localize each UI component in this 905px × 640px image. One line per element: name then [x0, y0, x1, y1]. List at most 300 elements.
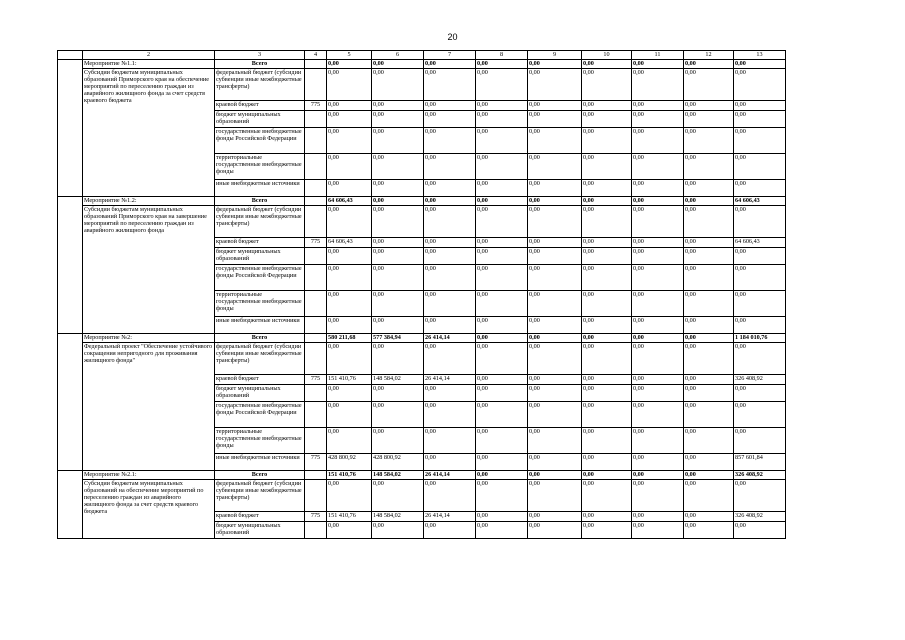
funding-source: бюджет муниципальных образований [215, 522, 305, 539]
value-cell: 0,00 [424, 69, 476, 101]
header-cell: 7 [424, 51, 476, 60]
value-cell: 0,00 [476, 154, 528, 180]
value-cell: 0,00 [476, 480, 528, 512]
value-cell: 0,00 [632, 454, 684, 471]
code-cell [305, 60, 327, 69]
value-cell: 0,00 [528, 265, 582, 291]
funding-source: бюджет муниципальных образований [215, 111, 305, 128]
value-cell: 0,00 [684, 60, 734, 69]
header-cell: 11 [632, 51, 684, 60]
value-cell: 151 410,76 [327, 512, 372, 522]
value-cell: 0,00 [528, 454, 582, 471]
value-cell: 0,00 [372, 480, 424, 512]
funding-source: Всего [215, 197, 305, 206]
value-cell: 0,00 [372, 69, 424, 101]
value-cell: 0,00 [684, 291, 734, 317]
budget-table [57, 50, 786, 539]
value-cell: 0,00 [528, 385, 582, 402]
value-cell: 0,00 [372, 238, 424, 248]
value-cell: 0,00 [684, 343, 734, 375]
table-row [58, 334, 786, 343]
value-cell: 0,00 [327, 265, 372, 291]
value-cell: 0,00 [734, 154, 786, 180]
funding-source: иные внебюджетные источники [215, 317, 305, 334]
header-cell: 8 [476, 51, 528, 60]
code-cell [305, 248, 327, 265]
value-cell: 0,00 [528, 154, 582, 180]
value-cell: 0,00 [327, 343, 372, 375]
value-cell: 428 800,92 [327, 454, 372, 471]
value-cell: 0,00 [632, 265, 684, 291]
value-cell: 0,00 [372, 197, 424, 206]
code-cell [305, 180, 327, 197]
value-cell: 428 800,92 [372, 454, 424, 471]
code-cell [305, 128, 327, 154]
code-cell [305, 385, 327, 402]
activity-description: Федеральный проект "Обеспечение устойчивого сокращения непригодного для проживания жилищного фонда" [83, 343, 215, 471]
value-cell: 0,00 [734, 128, 786, 154]
value-cell: 0,00 [372, 154, 424, 180]
value-cell: 0,00 [528, 402, 582, 428]
value-cell: 0,00 [476, 128, 528, 154]
value-cell: 0,00 [684, 428, 734, 454]
value-cell: 148 584,02 [372, 375, 424, 385]
value-cell: 0,00 [582, 265, 632, 291]
table-row [58, 206, 786, 238]
table-row [58, 480, 786, 512]
value-cell: 0,00 [582, 334, 632, 343]
value-cell: 0,00 [476, 180, 528, 197]
value-cell: 0,00 [372, 522, 424, 539]
value-cell: 148 584,02 [372, 512, 424, 522]
value-cell: 0,00 [734, 265, 786, 291]
value-cell: 64 606,43 [327, 238, 372, 248]
value-cell: 0,00 [476, 248, 528, 265]
funding-source: краевой бюджет [215, 375, 305, 385]
page-number: 20 [447, 32, 458, 42]
code-cell [305, 428, 327, 454]
value-cell: 0,00 [632, 111, 684, 128]
value-cell: 0,00 [476, 101, 528, 111]
funding-source: государственные внебюджетные фонды Российской Федерации [215, 402, 305, 428]
value-cell: 0,00 [476, 454, 528, 471]
value-cell: 0,00 [528, 111, 582, 128]
value-cell: 0,00 [476, 111, 528, 128]
value-cell: 0,00 [684, 471, 734, 480]
value-cell: 0,00 [372, 265, 424, 291]
value-cell: 151 410,76 [327, 471, 372, 480]
value-cell: 0,00 [327, 60, 372, 69]
value-cell: 0,00 [734, 385, 786, 402]
header-cell: 4 [305, 51, 327, 60]
header-cell: 10 [582, 51, 632, 60]
value-cell: 0,00 [632, 385, 684, 402]
funding-source: территориальные государственные внебюджетные фонды [215, 291, 305, 317]
value-cell: 0,00 [372, 317, 424, 334]
value-cell: 0,00 [424, 428, 476, 454]
code-cell: 775 [305, 101, 327, 111]
value-cell: 0,00 [424, 454, 476, 471]
value-cell: 0,00 [476, 238, 528, 248]
value-cell: 0,00 [582, 238, 632, 248]
value-cell: 0,00 [684, 402, 734, 428]
value-cell: 0,00 [372, 206, 424, 238]
value-cell: 0,00 [528, 428, 582, 454]
header-cell: 3 [215, 51, 305, 60]
code-cell [305, 69, 327, 101]
value-cell: 0,00 [424, 343, 476, 375]
value-cell: 0,00 [632, 375, 684, 385]
value-cell: 0,00 [528, 101, 582, 111]
funding-source: бюджет муниципальных образований [215, 248, 305, 265]
value-cell: 0,00 [582, 428, 632, 454]
value-cell: 0,00 [632, 480, 684, 512]
funding-source: бюджет муниципальных образований [215, 385, 305, 402]
value-cell: 0,00 [684, 454, 734, 471]
value-cell: 0,00 [528, 69, 582, 101]
value-cell: 0,00 [327, 480, 372, 512]
value-cell: 0,00 [327, 522, 372, 539]
code-cell: 775 [305, 512, 327, 522]
value-cell: 0,00 [582, 522, 632, 539]
index-cell [58, 197, 83, 334]
value-cell: 0,00 [684, 238, 734, 248]
value-cell: 0,00 [684, 206, 734, 238]
value-cell: 0,00 [582, 454, 632, 471]
value-cell: 0,00 [424, 60, 476, 69]
value-cell: 0,00 [528, 238, 582, 248]
funding-source: Всего [215, 60, 305, 69]
value-cell: 148 584,02 [372, 471, 424, 480]
header-row [58, 51, 786, 60]
value-cell: 0,00 [632, 128, 684, 154]
value-cell: 0,00 [632, 317, 684, 334]
table-row [58, 69, 786, 101]
value-cell: 0,00 [327, 402, 372, 428]
table-row [58, 471, 786, 480]
value-cell: 0,00 [734, 180, 786, 197]
value-cell: 0,00 [582, 317, 632, 334]
value-cell: 0,00 [734, 206, 786, 238]
value-cell: 0,00 [476, 291, 528, 317]
value-cell: 0,00 [632, 471, 684, 480]
code-cell [305, 402, 327, 428]
activity-description: Субсидии бюджетам муниципальных образований Приморского края на обеспечение мероприятий по переселению граждан из аварийного жилищного фонда за счет средств краевого бюджета [83, 69, 215, 197]
value-cell: 0,00 [476, 375, 528, 385]
code-cell: 775 [305, 375, 327, 385]
code-cell [305, 471, 327, 480]
activity-title: Мероприятие №1.1: [83, 60, 215, 69]
index-cell [58, 471, 83, 539]
value-cell: 0,00 [528, 317, 582, 334]
code-cell [305, 197, 327, 206]
value-cell: 0,00 [734, 248, 786, 265]
header-cell: 13 [734, 51, 786, 60]
value-cell: 0,00 [632, 206, 684, 238]
index-cell [58, 334, 83, 471]
value-cell: 0,00 [582, 128, 632, 154]
value-cell: 26 414,14 [424, 471, 476, 480]
value-cell: 0,00 [632, 334, 684, 343]
code-cell [305, 265, 327, 291]
value-cell: 0,00 [582, 291, 632, 317]
value-cell: 0,00 [424, 317, 476, 334]
value-cell: 0,00 [372, 428, 424, 454]
value-cell: 0,00 [424, 248, 476, 265]
code-cell [305, 111, 327, 128]
value-cell: 0,00 [327, 428, 372, 454]
value-cell: 0,00 [528, 334, 582, 343]
funding-source: территориальные государственные внебюджетные фонды [215, 154, 305, 180]
value-cell: 0,00 [327, 111, 372, 128]
value-cell: 0,00 [582, 343, 632, 375]
value-cell: 0,00 [528, 522, 582, 539]
value-cell: 0,00 [582, 111, 632, 128]
value-cell: 0,00 [684, 265, 734, 291]
code-cell [305, 317, 327, 334]
funding-source: государственные внебюджетные фонды Российской Федерации [215, 265, 305, 291]
value-cell: 0,00 [632, 238, 684, 248]
value-cell: 0,00 [734, 101, 786, 111]
value-cell: 0,00 [528, 480, 582, 512]
value-cell: 26 414,14 [424, 334, 476, 343]
value-cell: 0,00 [476, 471, 528, 480]
value-cell: 0,00 [476, 317, 528, 334]
activity-title: Мероприятие №2.1: [83, 471, 215, 480]
value-cell: 580 211,68 [327, 334, 372, 343]
table-row [58, 197, 786, 206]
value-cell: 0,00 [632, 512, 684, 522]
code-cell: 775 [305, 238, 327, 248]
value-cell: 0,00 [424, 291, 476, 317]
code-cell [305, 334, 327, 343]
value-cell: 0,00 [734, 317, 786, 334]
value-cell: 0,00 [528, 197, 582, 206]
table-row [58, 60, 786, 69]
value-cell: 0,00 [424, 154, 476, 180]
value-cell: 0,00 [632, 428, 684, 454]
value-cell: 0,00 [684, 317, 734, 334]
value-cell: 0,00 [632, 522, 684, 539]
value-cell: 0,00 [684, 334, 734, 343]
value-cell: 0,00 [582, 248, 632, 265]
value-cell: 0,00 [582, 375, 632, 385]
index-cell [58, 60, 83, 197]
value-cell: 0,00 [327, 69, 372, 101]
funding-source: федеральный бюджет (субсидии субвенции иные межбюджетные трансферты) [215, 343, 305, 375]
value-cell: 0,00 [684, 111, 734, 128]
value-cell: 0,00 [476, 197, 528, 206]
value-cell: 0,00 [632, 248, 684, 265]
value-cell: 0,00 [372, 111, 424, 128]
code-cell [305, 343, 327, 375]
value-cell: 0,00 [582, 180, 632, 197]
value-cell: 0,00 [476, 69, 528, 101]
value-cell: 0,00 [632, 197, 684, 206]
funding-source: иные внебюджетные источники [215, 454, 305, 471]
value-cell: 0,00 [424, 180, 476, 197]
value-cell: 0,00 [632, 402, 684, 428]
value-cell: 0,00 [582, 197, 632, 206]
value-cell: 0,00 [327, 248, 372, 265]
value-cell: 0,00 [424, 402, 476, 428]
value-cell: 0,00 [632, 291, 684, 317]
activity-description: Субсидии бюджетам муниципальных образований Приморского края на завершение мероприятий по переселению граждан из аварийного жилищного фонда [83, 206, 215, 334]
value-cell: 0,00 [684, 154, 734, 180]
value-cell: 0,00 [372, 248, 424, 265]
value-cell: 0,00 [734, 522, 786, 539]
value-cell: 0,00 [327, 291, 372, 317]
value-cell: 0,00 [582, 154, 632, 180]
value-cell: 0,00 [684, 512, 734, 522]
value-cell: 0,00 [632, 154, 684, 180]
value-cell: 0,00 [476, 60, 528, 69]
value-cell: 0,00 [684, 248, 734, 265]
value-cell: 0,00 [632, 343, 684, 375]
code-cell [305, 522, 327, 539]
value-cell: 0,00 [327, 154, 372, 180]
value-cell: 0,00 [372, 180, 424, 197]
value-cell: 0,00 [632, 101, 684, 111]
code-cell [305, 154, 327, 180]
value-cell: 0,00 [582, 471, 632, 480]
value-cell: 0,00 [424, 101, 476, 111]
value-cell: 0,00 [734, 480, 786, 512]
value-cell: 1 184 010,76 [734, 334, 786, 343]
value-cell: 0,00 [582, 512, 632, 522]
value-cell: 0,00 [327, 180, 372, 197]
value-cell: 0,00 [582, 480, 632, 512]
header-cell: 5 [327, 51, 372, 60]
value-cell: 0,00 [424, 128, 476, 154]
value-cell: 0,00 [372, 343, 424, 375]
funding-source: краевой бюджет [215, 512, 305, 522]
value-cell: 0,00 [476, 402, 528, 428]
value-cell: 0,00 [476, 428, 528, 454]
value-cell: 857 601,84 [734, 454, 786, 471]
code-cell [305, 206, 327, 238]
funding-source: краевой бюджет [215, 101, 305, 111]
value-cell: 0,00 [372, 291, 424, 317]
value-cell: 0,00 [582, 60, 632, 69]
value-cell: 0,00 [582, 101, 632, 111]
value-cell: 0,00 [476, 512, 528, 522]
value-cell: 64 606,43 [734, 238, 786, 248]
value-cell: 0,00 [327, 128, 372, 154]
funding-source: Всего [215, 334, 305, 343]
table-row [58, 343, 786, 375]
header-cell: 6 [372, 51, 424, 60]
value-cell: 326 408,92 [734, 512, 786, 522]
value-cell: 0,00 [327, 206, 372, 238]
value-cell: 0,00 [684, 180, 734, 197]
value-cell: 0,00 [734, 60, 786, 69]
value-cell: 0,00 [327, 317, 372, 334]
value-cell: 0,00 [582, 402, 632, 428]
activity-title: Мероприятие №2: [83, 334, 215, 343]
value-cell: 0,00 [684, 375, 734, 385]
value-cell: 0,00 [684, 480, 734, 512]
value-cell: 0,00 [684, 101, 734, 111]
value-cell: 0,00 [476, 343, 528, 375]
value-cell: 0,00 [528, 180, 582, 197]
value-cell: 64 606,43 [327, 197, 372, 206]
value-cell: 0,00 [684, 522, 734, 539]
value-cell: 0,00 [684, 128, 734, 154]
value-cell: 0,00 [684, 197, 734, 206]
value-cell: 26 414,14 [424, 375, 476, 385]
value-cell: 0,00 [684, 69, 734, 101]
value-cell: 0,00 [424, 522, 476, 539]
code-cell [305, 291, 327, 317]
value-cell: 0,00 [582, 69, 632, 101]
value-cell: 0,00 [424, 197, 476, 206]
value-cell: 0,00 [372, 128, 424, 154]
header-cell [58, 51, 83, 60]
value-cell: 0,00 [528, 128, 582, 154]
header-cell: 2 [83, 51, 215, 60]
value-cell: 0,00 [734, 111, 786, 128]
value-cell: 0,00 [327, 385, 372, 402]
value-cell: 0,00 [684, 385, 734, 402]
value-cell: 0,00 [424, 111, 476, 128]
value-cell: 26 414,14 [424, 512, 476, 522]
value-cell: 326 408,92 [734, 471, 786, 480]
value-cell: 0,00 [528, 248, 582, 265]
header-cell: 12 [684, 51, 734, 60]
value-cell: 0,00 [476, 334, 528, 343]
value-cell: 0,00 [632, 60, 684, 69]
funding-source: федеральный бюджет (субсидии субвенции иные межбюджетные трансферты) [215, 206, 305, 238]
value-cell: 0,00 [734, 69, 786, 101]
value-cell: 0,00 [476, 206, 528, 238]
value-cell: 0,00 [372, 402, 424, 428]
value-cell: 0,00 [582, 206, 632, 238]
value-cell: 0,00 [528, 206, 582, 238]
value-cell: 151 410,76 [327, 375, 372, 385]
header-cell: 9 [528, 51, 582, 60]
value-cell: 0,00 [424, 480, 476, 512]
value-cell: 0,00 [632, 69, 684, 101]
value-cell: 0,00 [424, 206, 476, 238]
value-cell: 0,00 [476, 385, 528, 402]
value-cell: 0,00 [528, 343, 582, 375]
value-cell: 577 384,94 [372, 334, 424, 343]
value-cell: 0,00 [734, 343, 786, 375]
funding-source: иные внебюджетные источники [215, 180, 305, 197]
funding-source: государственные внебюджетные фонды Российской Федерации [215, 128, 305, 154]
value-cell: 0,00 [528, 375, 582, 385]
value-cell: 0,00 [528, 471, 582, 480]
code-cell [305, 480, 327, 512]
activity-description: Субсидии бюджетам муниципальных образований на обеспечение мероприятий по переселению граждан из аварийного жилищного фонда за счет средств краевого бюджета [83, 480, 215, 539]
value-cell: 0,00 [734, 402, 786, 428]
funding-source: федеральный бюджет (субсидии субвенции иные межбюджетные трансферты) [215, 69, 305, 101]
value-cell: 0,00 [327, 101, 372, 111]
value-cell: 0,00 [734, 428, 786, 454]
value-cell: 0,00 [372, 60, 424, 69]
value-cell: 326 408,92 [734, 375, 786, 385]
value-cell: 0,00 [528, 60, 582, 69]
value-cell: 0,00 [632, 180, 684, 197]
value-cell: 0,00 [476, 522, 528, 539]
value-cell: 64 606,43 [734, 197, 786, 206]
activity-title: Мероприятие №1.2: [83, 197, 215, 206]
value-cell: 0,00 [424, 265, 476, 291]
value-cell: 0,00 [372, 101, 424, 111]
value-cell: 0,00 [424, 238, 476, 248]
value-cell: 0,00 [424, 385, 476, 402]
